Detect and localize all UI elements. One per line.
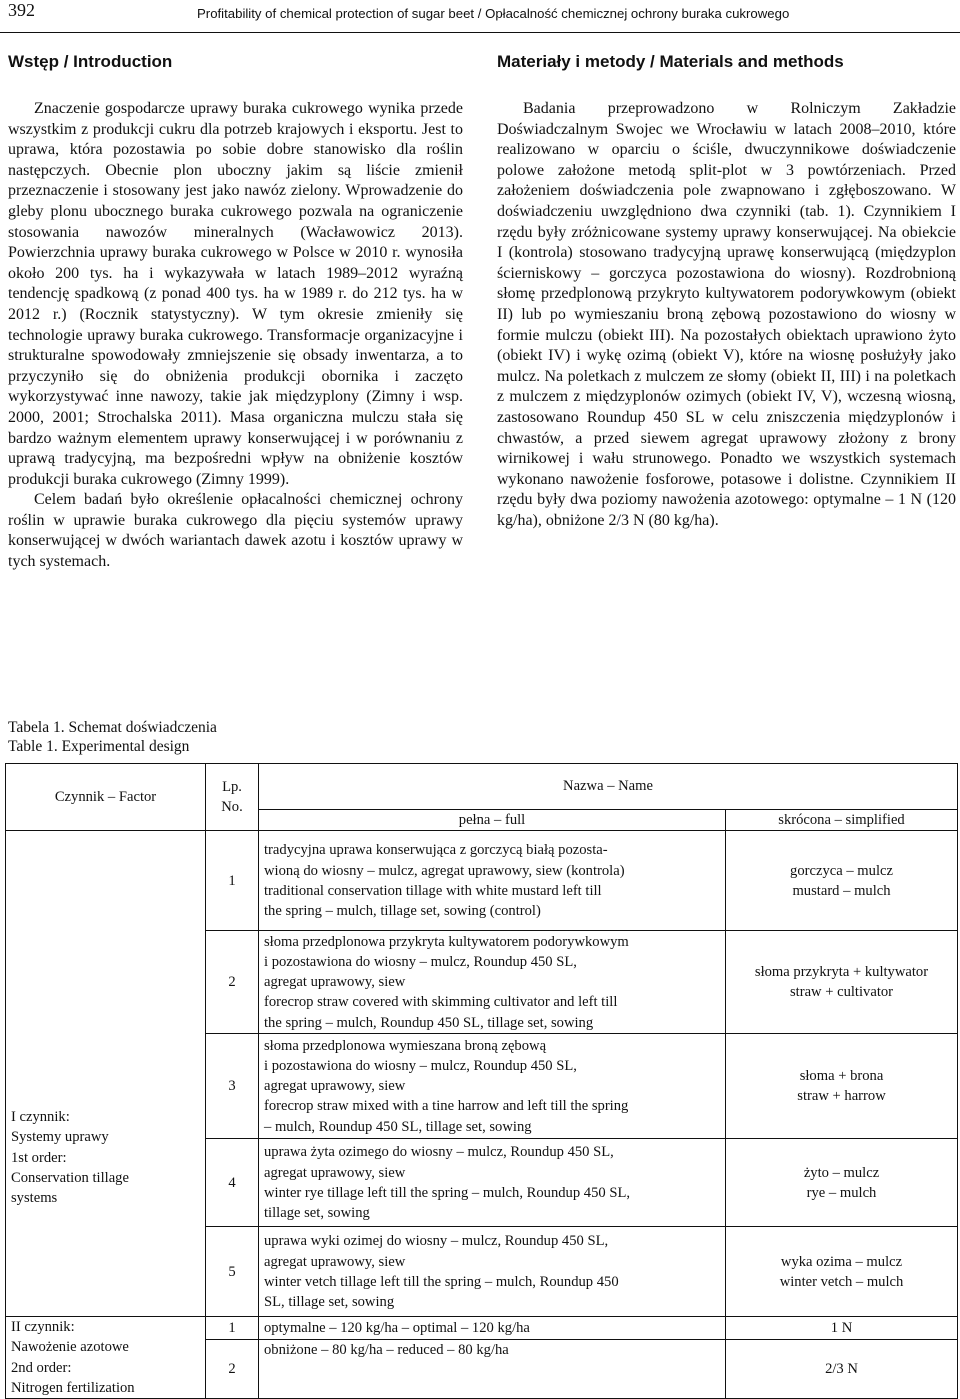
header-rule <box>0 32 960 33</box>
table-caption <box>8 718 217 756</box>
table-row <box>6 1317 958 1339</box>
running-header: Profitability of chemical protection of sugar beet / Opłacalność chemicznej ochrony buraka cukrowego <box>197 6 790 21</box>
page-number: 392 <box>8 0 35 20</box>
row-simplified-name: słoma + brona straw + harrow <box>726 1034 958 1139</box>
factor-2-label: II czynnik: Nawożenie azotowe 2nd order: Nitrogen fertilization <box>6 1317 206 1399</box>
row-simplified-name: gorczyca – mulcz mustard – mulch <box>726 831 958 931</box>
row-full-name: słoma przedplonowa przykryta kultywatorem podorywkowym i pozostawiona do wiosny – mulcz, Roundup 450 SL, agregat uprawowy, siew forecrop straw covered with skimming cultivator and left till the spring – mulch, Roundup 450 SL, tillage set, sowing <box>259 931 726 1034</box>
row-full-name: uprawa wyki ozimej do wiosny – mulcz, Roundup 450 SL, agregat uprawowy, siew winter vetch tillage left till the spring – mulch, Roundup 450 SL, tillage set, sowing <box>259 1227 726 1317</box>
row-lp: 2 <box>206 931 259 1034</box>
introduction-text <box>8 99 463 573</box>
row-lp: 5 <box>206 1227 259 1317</box>
header-simplified: skrócona – simplified <box>726 810 958 831</box>
header-full: pełna – full <box>259 810 726 831</box>
methods-text <box>497 99 956 531</box>
row-full-name: optymalne – 120 kg/ha – optimal – 120 kg/ha <box>259 1317 726 1339</box>
intro-paragraph-2: Celem badań było określenie opłacalności chemicznej ochrony roślin w uprawie buraka cukrowego dla pięciu systemów uprawy konserwującej w dwóch wariantach dawek azotu i kosztów uprawy w tych systemach. <box>8 491 463 571</box>
intro-paragraph-1: Znaczenie gospodarcze uprawy buraka cukrowego wynika przede wszystkim z produkcji cukru dla potrzeb krajowych i eksportu. Jest to uprawa, która pozostawia po sobie dobre stanowisko dla roślin następczych. Obecnie plon uboczny jakim są liście zmienił przeznaczenie i stosowany jest jako nawóz zielony. Wprowadzenie do gleby plonu ubocznego buraka cukrowego pozwala na ograniczenie stosowania nawozów mineralnych (Wacławowicz 2013). Powierzchnia uprawy buraka cukrowego w Polsce w 2010 r. wynosiła około 200 tys. ha i wykazywała w latach 1989–2012 wyraźną tendencję spadkową (z ponad 400 tys. ha w 1989 r. do 212 tys. ha w 2012 r.) (Rocznik statystyczny). W tym okresie zmieniły się technologie uprawy buraka cukrowego. Transformacje organizacyjne i strukturalne spowodowały zmniejszenie się obsady inwentarza, a to przyczyniło się do obniżenia produkcji obornika i zaczęto wykorzystywać inne nawozy, takie jak międzyplony (Zimny i wsp. 2000, 2001; Strochalska 2011). Masa organiczna mulczu stała się bardzo ważnym elementem uprawy konserwującej i w porównaniu z uprawą tradycyjną, ma bezpośredni wpływ na obniżenie kosztów produkcji buraka cukrowego (Zimny 1999). <box>8 100 463 488</box>
table-caption-pl: Tabela 1. Schemat doświadczenia <box>8 719 217 736</box>
row-lp: 4 <box>206 1139 259 1227</box>
methods-paragraph-1: Badania przeprowadzono w Rolniczym Zakładzie Doświadczalnym Swojec we Wrocławiu w latach 2008–2010, które realizowano w oparciu o ściśle, dwuczynnikowe doświadczenie polowe założone metodą split-plot w 3 powtórzeniach. Przed założeniem doświadczenia pole zwapnowano i zgłęboszowano. W doświadczeniu uwzględniono dwa czynniki (tab. 1). Czynnikiem I rzędu były zróżnicowane systemy uprawy konserwującej. Na obiekcie I (kontrola) stosowano tradycyjną uprawę konserwującą (międzyplon ścierniskowy – gorczyca pozostawiona do wiosny). Rozdrobnioną słomę przedplonową przykryto kultywatorem podorywkowym (obiekt II) lub po wymieszaniu broną zębową pozostawiono do wiosny w formie mulczu (obiekt III). Na pozostałych obiektach uprawiono żyto (obiekt IV) i wykę ozimą (obiekt V), które na wiosnę posłużyły jako mulcz. Na poletkach z mulczem ze słomy (obiekt II, III) i na poletkach z mulczem z międzyplonów ozimych (obiekt IV, V), wczesną wiosną, zastosowano Roundup 450 SL w celu zniszczenia międzyplonów i chwastów, a przed siewem agregat uprawowy złożony z brony wirnikowej i wału strunowego. Ponadto we wszystkich systemach wykonano nawożenie fosforowe, potasowe i dolistne. Czynnikiem II rzędu były dwa poziomy nawożenia azotowego: optymalne – 1 N (120 kg/ha), obniżone 2/3 N (80 kg/ha). <box>497 100 956 529</box>
row-lp: 2 <box>206 1339 259 1398</box>
row-full-name: słoma przedplonowa wymieszana broną zębową i pozostawiona do wiosny – mulcz, Roundup 450 SL, agregat uprawowy, siew forecrop straw mixed with a tine harrow and left till the spring – mulch, Roundup 450 SL, tillage set, sowing <box>259 1034 726 1139</box>
introduction-heading: Wstęp / Introduction <box>8 52 173 71</box>
header-name: Nazwa – Name <box>259 764 958 810</box>
row-lp: 3 <box>206 1034 259 1139</box>
row-simplified-name: słoma przykryta + kultywator straw + cultivator <box>726 931 958 1034</box>
table-row <box>6 831 958 931</box>
row-simplified-name: żyto – mulcz rye – mulch <box>726 1139 958 1227</box>
row-lp: 1 <box>206 1317 259 1339</box>
header-lp: Lp. No. <box>206 764 259 831</box>
row-simplified-name: 2/3 N <box>726 1339 958 1398</box>
experimental-design-table <box>5 763 958 1399</box>
table-caption-en: Table 1. Experimental design <box>8 738 190 755</box>
row-simplified-name: 1 N <box>726 1317 958 1339</box>
methods-heading: Materiały i metody / Materials and methods <box>497 52 844 71</box>
header-factor: Czynnik – Factor <box>6 764 206 831</box>
row-lp: 1 <box>206 831 259 931</box>
row-full-name: uprawa żyta ozimego do wiosny – mulcz, Roundup 450 SL, agregat uprawowy, siew winter rye tillage left till the spring – mulch, Roundup 450 SL, tillage set, sowing <box>259 1139 726 1227</box>
factor-1-label: I czynnik: Systemy uprawy 1st order: Conservation tillage systems <box>6 831 206 1317</box>
row-full-name: obniżone – 80 kg/ha – reduced – 80 kg/ha <box>259 1339 726 1398</box>
row-simplified-name: wyka ozima – mulcz winter vetch – mulch <box>726 1227 958 1317</box>
row-full-name: tradycyjna uprawa konserwująca z gorczycą białą pozosta- wioną do wiosny – mulcz, agregat uprawowy, siew (kontrola) traditional conservation tillage with white mustard left till the spring – mulch, tillage set, sowing (control) <box>259 831 726 931</box>
